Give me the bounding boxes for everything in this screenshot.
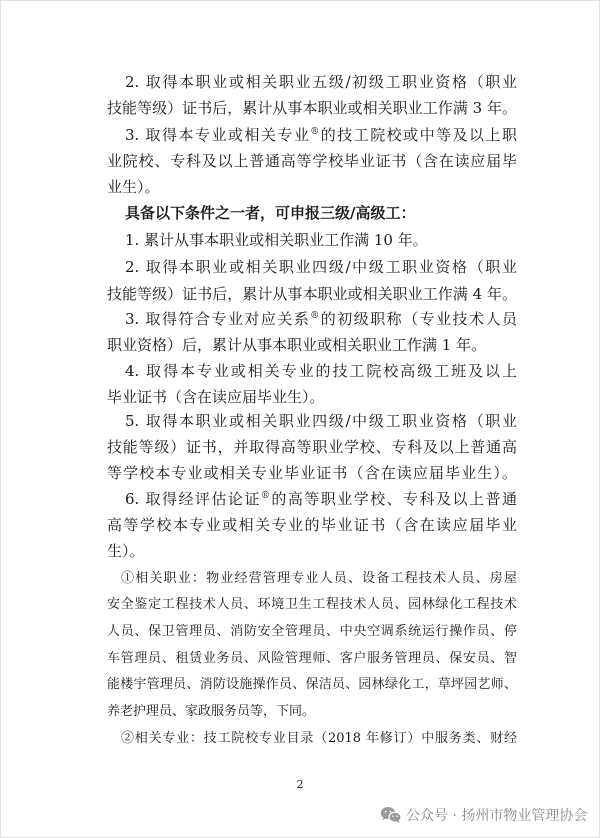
text-segment: 的高等职业学校、专科及以上普通 — [269, 490, 517, 508]
text-line: 技能等级）证书，并取得高等职业学校、专科及以上普通高 — [107, 438, 517, 456]
footnote-mark: ® — [260, 491, 270, 501]
text-segment: 3. 取得符合专业对应关系 — [125, 310, 311, 328]
text-line: 4. 取得本专业或相关专业的技工院校高级工班及以上 — [125, 362, 517, 380]
footnote-line: ①相关职业：物业经营管理专业人员、设备工程技术人员、房屋 — [121, 571, 517, 586]
text-line: 高等学校本专业或相关专业的毕业证书（含在读应届毕业 — [107, 516, 517, 534]
text-line — [125, 125, 517, 145]
text-segment: 6. 取得经评估论证 — [125, 490, 261, 508]
footnote-line: 安全鉴定工程技术人员、环境卫生工程技术人员、园林绿化工程技术 — [107, 597, 517, 612]
text-line — [125, 489, 517, 509]
footnote-line: 能楼宇管理员、消防设施操作员、保洁员、园林绿化工，草坪园艺师、 — [107, 677, 517, 692]
text-segment: 的技工院校或中等及以上职 — [319, 126, 517, 144]
text-line: 业生）。 — [107, 178, 160, 196]
text-segment: 的初级职称（专业技术人员 — [319, 310, 517, 328]
watermark-text: 公众号 · 扬州市物业管理协会 — [406, 808, 588, 824]
text-line: 职业资格）后，累计从事本职业或相关职业工作满 1 年。 — [107, 336, 487, 354]
footnote-line: 养老护理员、家政服务员等，下同。 — [107, 704, 316, 719]
text-line — [125, 309, 517, 329]
text-line: 等学校本专业或相关专业毕业证书（含在读应届毕业生）。 — [107, 464, 517, 482]
footnote-line: 人员、保卫管理员、消防安全管理员、中央空调系统运行操作员、停 — [107, 624, 517, 639]
text-line: 业院校、专科及以上普通高等学校毕业证书（含在读应届毕 — [107, 152, 517, 170]
footnote-mark: ® — [310, 127, 320, 137]
footnote-line: ②相关专业：技工院校专业目录（2018 年修订）中服务类、财经 — [121, 731, 517, 746]
text-line: 1. 累计从事本职业或相关职业工作满 10 年。 — [125, 231, 428, 249]
text-segment: 3. 取得本专业或相关专业 — [125, 126, 311, 144]
text-line: 5. 取得本职业或相关职业四级/中级工职业资格（职业 — [125, 412, 517, 430]
page-number: 2 — [296, 778, 304, 791]
text-line: 生）。 — [107, 542, 145, 560]
text-line: 2. 取得本职业或相关职业五级/初级工职业资格（职业 — [125, 73, 517, 91]
wechat-icon — [380, 806, 402, 824]
section-heading: 具备以下条件之一者，可申报三级/高级工： — [125, 204, 416, 222]
footnote-mark: ® — [310, 311, 320, 321]
text-line: 毕业证书（含在读应届毕业生）。 — [107, 388, 325, 406]
text-line: 2. 取得本职业或相关职业四级/中级工职业资格（职业 — [125, 258, 517, 276]
footnote-line: 车管理员、租赁业务员、风险管理师、客户服务管理员、保安员、智 — [107, 651, 517, 666]
text-line: 技能等级）证书后，累计从事本职业或相关职业工作满 3 年。 — [107, 99, 517, 117]
text-line: 技能等级）证书后，累计从事本职业或相关职业工作满 4 年。 — [107, 285, 517, 303]
watermark — [380, 805, 587, 825]
